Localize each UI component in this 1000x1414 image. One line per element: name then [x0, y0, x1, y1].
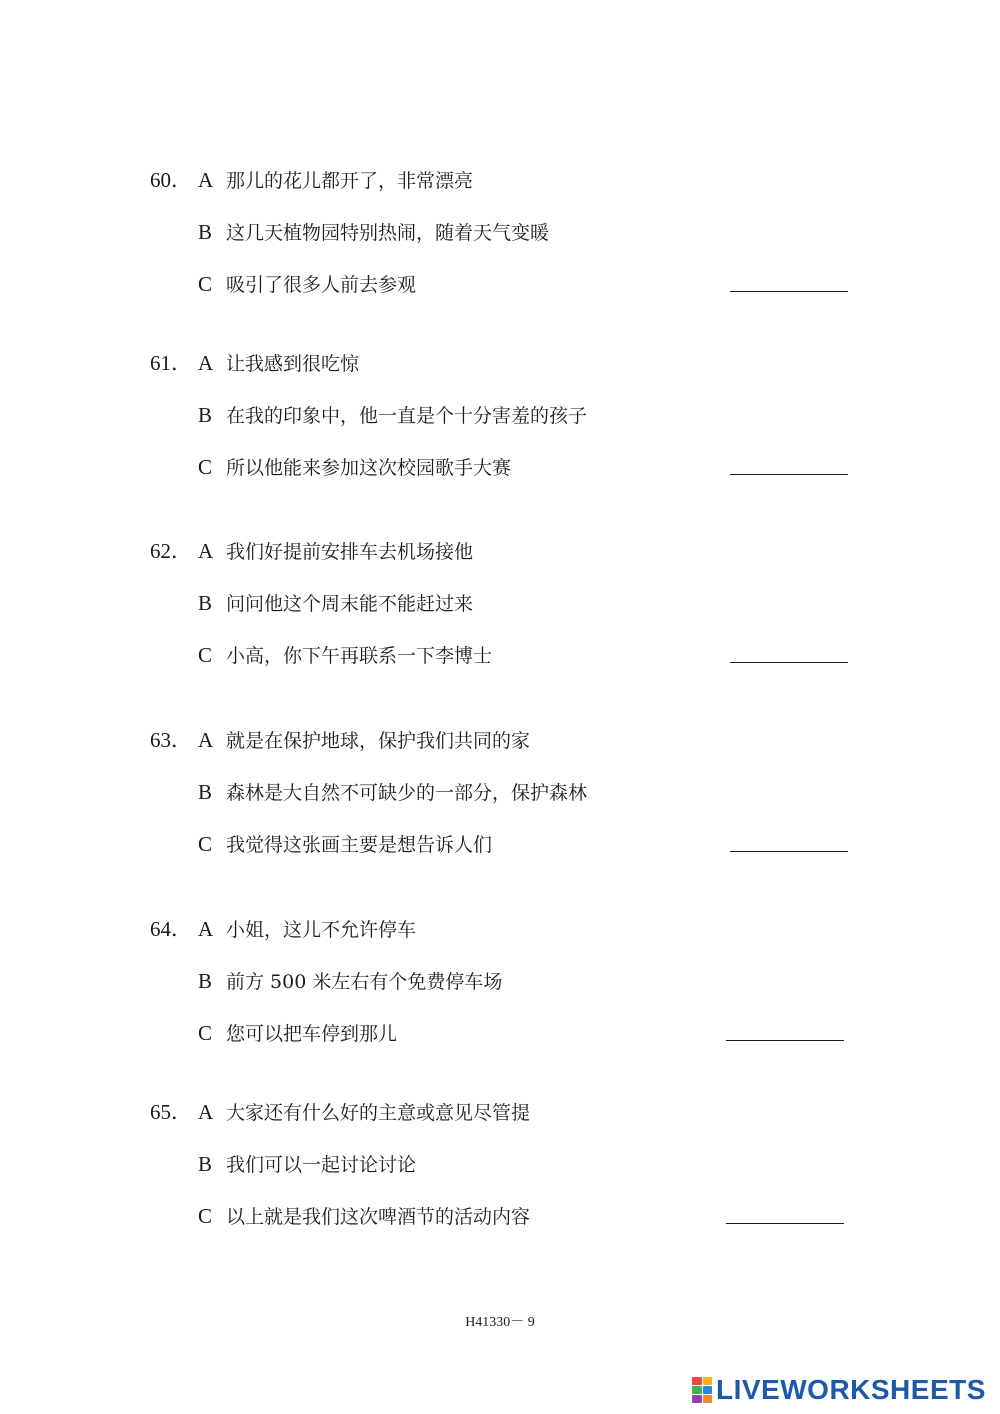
option-letter: B [198, 780, 213, 804]
option-b [198, 590, 473, 617]
option-text: 就是在保护地球，保护我们共同的家 [226, 730, 531, 752]
option-c [198, 454, 511, 481]
option-a [198, 538, 473, 565]
option-b [198, 219, 549, 246]
option-text: 我们好提前安排车去机场接他 [226, 541, 474, 563]
question-number: 62． [150, 539, 192, 563]
option-letter: A [198, 539, 214, 563]
option-c [198, 831, 492, 858]
question-number: 63． [150, 728, 192, 752]
option-letter: C [198, 1021, 213, 1045]
answer-blank[interactable] [730, 474, 848, 475]
option-b [198, 779, 587, 806]
option-letter: A [198, 1100, 214, 1124]
option-text: 您可以把车停到那儿 [226, 1023, 398, 1045]
option-letter: C [198, 832, 213, 856]
liveworksheets-logo[interactable] [692, 1373, 986, 1407]
option-letter: B [198, 969, 213, 993]
option-b [198, 402, 587, 429]
option-c [198, 1020, 397, 1047]
answer-blank[interactable] [730, 851, 848, 852]
option-letter: C [198, 272, 213, 296]
option-text: 我觉得这张画主要是想告诉人们 [226, 834, 493, 856]
option-letter: C [198, 455, 213, 479]
option-text: 在我的印象中，他一直是个十分害羞的孩子 [226, 405, 588, 427]
option-text: 所以他能来参加这次校园歌手大赛 [226, 457, 512, 479]
option-text: 前方 500 米左右有个免费停车场 [226, 971, 503, 993]
logo-block [692, 1386, 702, 1394]
option-text: 那儿的花儿都开了，非常漂亮 [226, 170, 474, 192]
option-letter: C [198, 643, 213, 667]
option-text: 我们可以一起讨论讨论 [226, 1154, 417, 1176]
option-text: 让我感到很吃惊 [226, 353, 360, 375]
option-text: 以上就是我们这次啤酒节的活动内容 [226, 1206, 531, 1228]
logo-block [703, 1386, 713, 1394]
option-b [198, 1151, 416, 1178]
option-text: 问问他这个周末能不能赶过来 [226, 593, 474, 615]
liveworksheets-wordmark: LIVEWORKSHEETS [716, 1374, 986, 1405]
option-text: 森林是大自然不可缺少的一部分，保护森林 [226, 782, 588, 804]
answer-blank[interactable] [726, 1040, 844, 1041]
option-letter: B [198, 591, 213, 615]
option-text: 小姐，这儿不允许停车 [226, 919, 417, 941]
option-letter: B [198, 403, 213, 427]
option-a [198, 727, 530, 754]
option-letter: C [198, 1204, 213, 1228]
option-letter: A [198, 351, 214, 375]
question-64 [0, 916, 1000, 1066]
logo-block [692, 1395, 702, 1403]
option-letter: B [198, 1152, 213, 1176]
option-c [198, 1203, 530, 1230]
option-c [198, 271, 416, 298]
page-code: H41330－ 9 [465, 1315, 535, 1330]
question-number: 64． [150, 917, 192, 941]
option-letter: A [198, 168, 214, 192]
question-63 [0, 727, 1000, 877]
option-b [198, 968, 502, 995]
option-text: 这几天植物园特别热闹，随着天气变暖 [226, 222, 550, 244]
question-60 [0, 167, 1000, 317]
question-65 [0, 1099, 1000, 1249]
answer-blank[interactable] [730, 662, 848, 663]
logo-block [692, 1377, 702, 1385]
option-a [198, 167, 473, 194]
answer-blank[interactable] [730, 291, 848, 292]
answer-blank[interactable] [726, 1223, 844, 1224]
option-text: 大家还有什么好的主意或意见尽管提 [226, 1102, 531, 1124]
logo-block [703, 1395, 713, 1403]
logo-block [703, 1377, 713, 1385]
liveworksheets-logo-icon [692, 1377, 712, 1403]
option-text: 吸引了很多人前去参观 [226, 274, 417, 296]
question-61 [0, 350, 1000, 500]
question-62 [0, 538, 1000, 688]
option-letter: B [198, 220, 213, 244]
option-a [198, 1099, 530, 1126]
question-number: 60． [150, 168, 192, 192]
question-number: 65． [150, 1100, 192, 1124]
option-letter: A [198, 728, 214, 752]
option-a [198, 350, 359, 377]
option-text: 小高，你下午再联系一下李博士 [226, 645, 493, 667]
question-number: 61． [150, 351, 192, 375]
option-letter: A [198, 917, 214, 941]
option-c [198, 642, 492, 669]
option-a [198, 916, 416, 943]
